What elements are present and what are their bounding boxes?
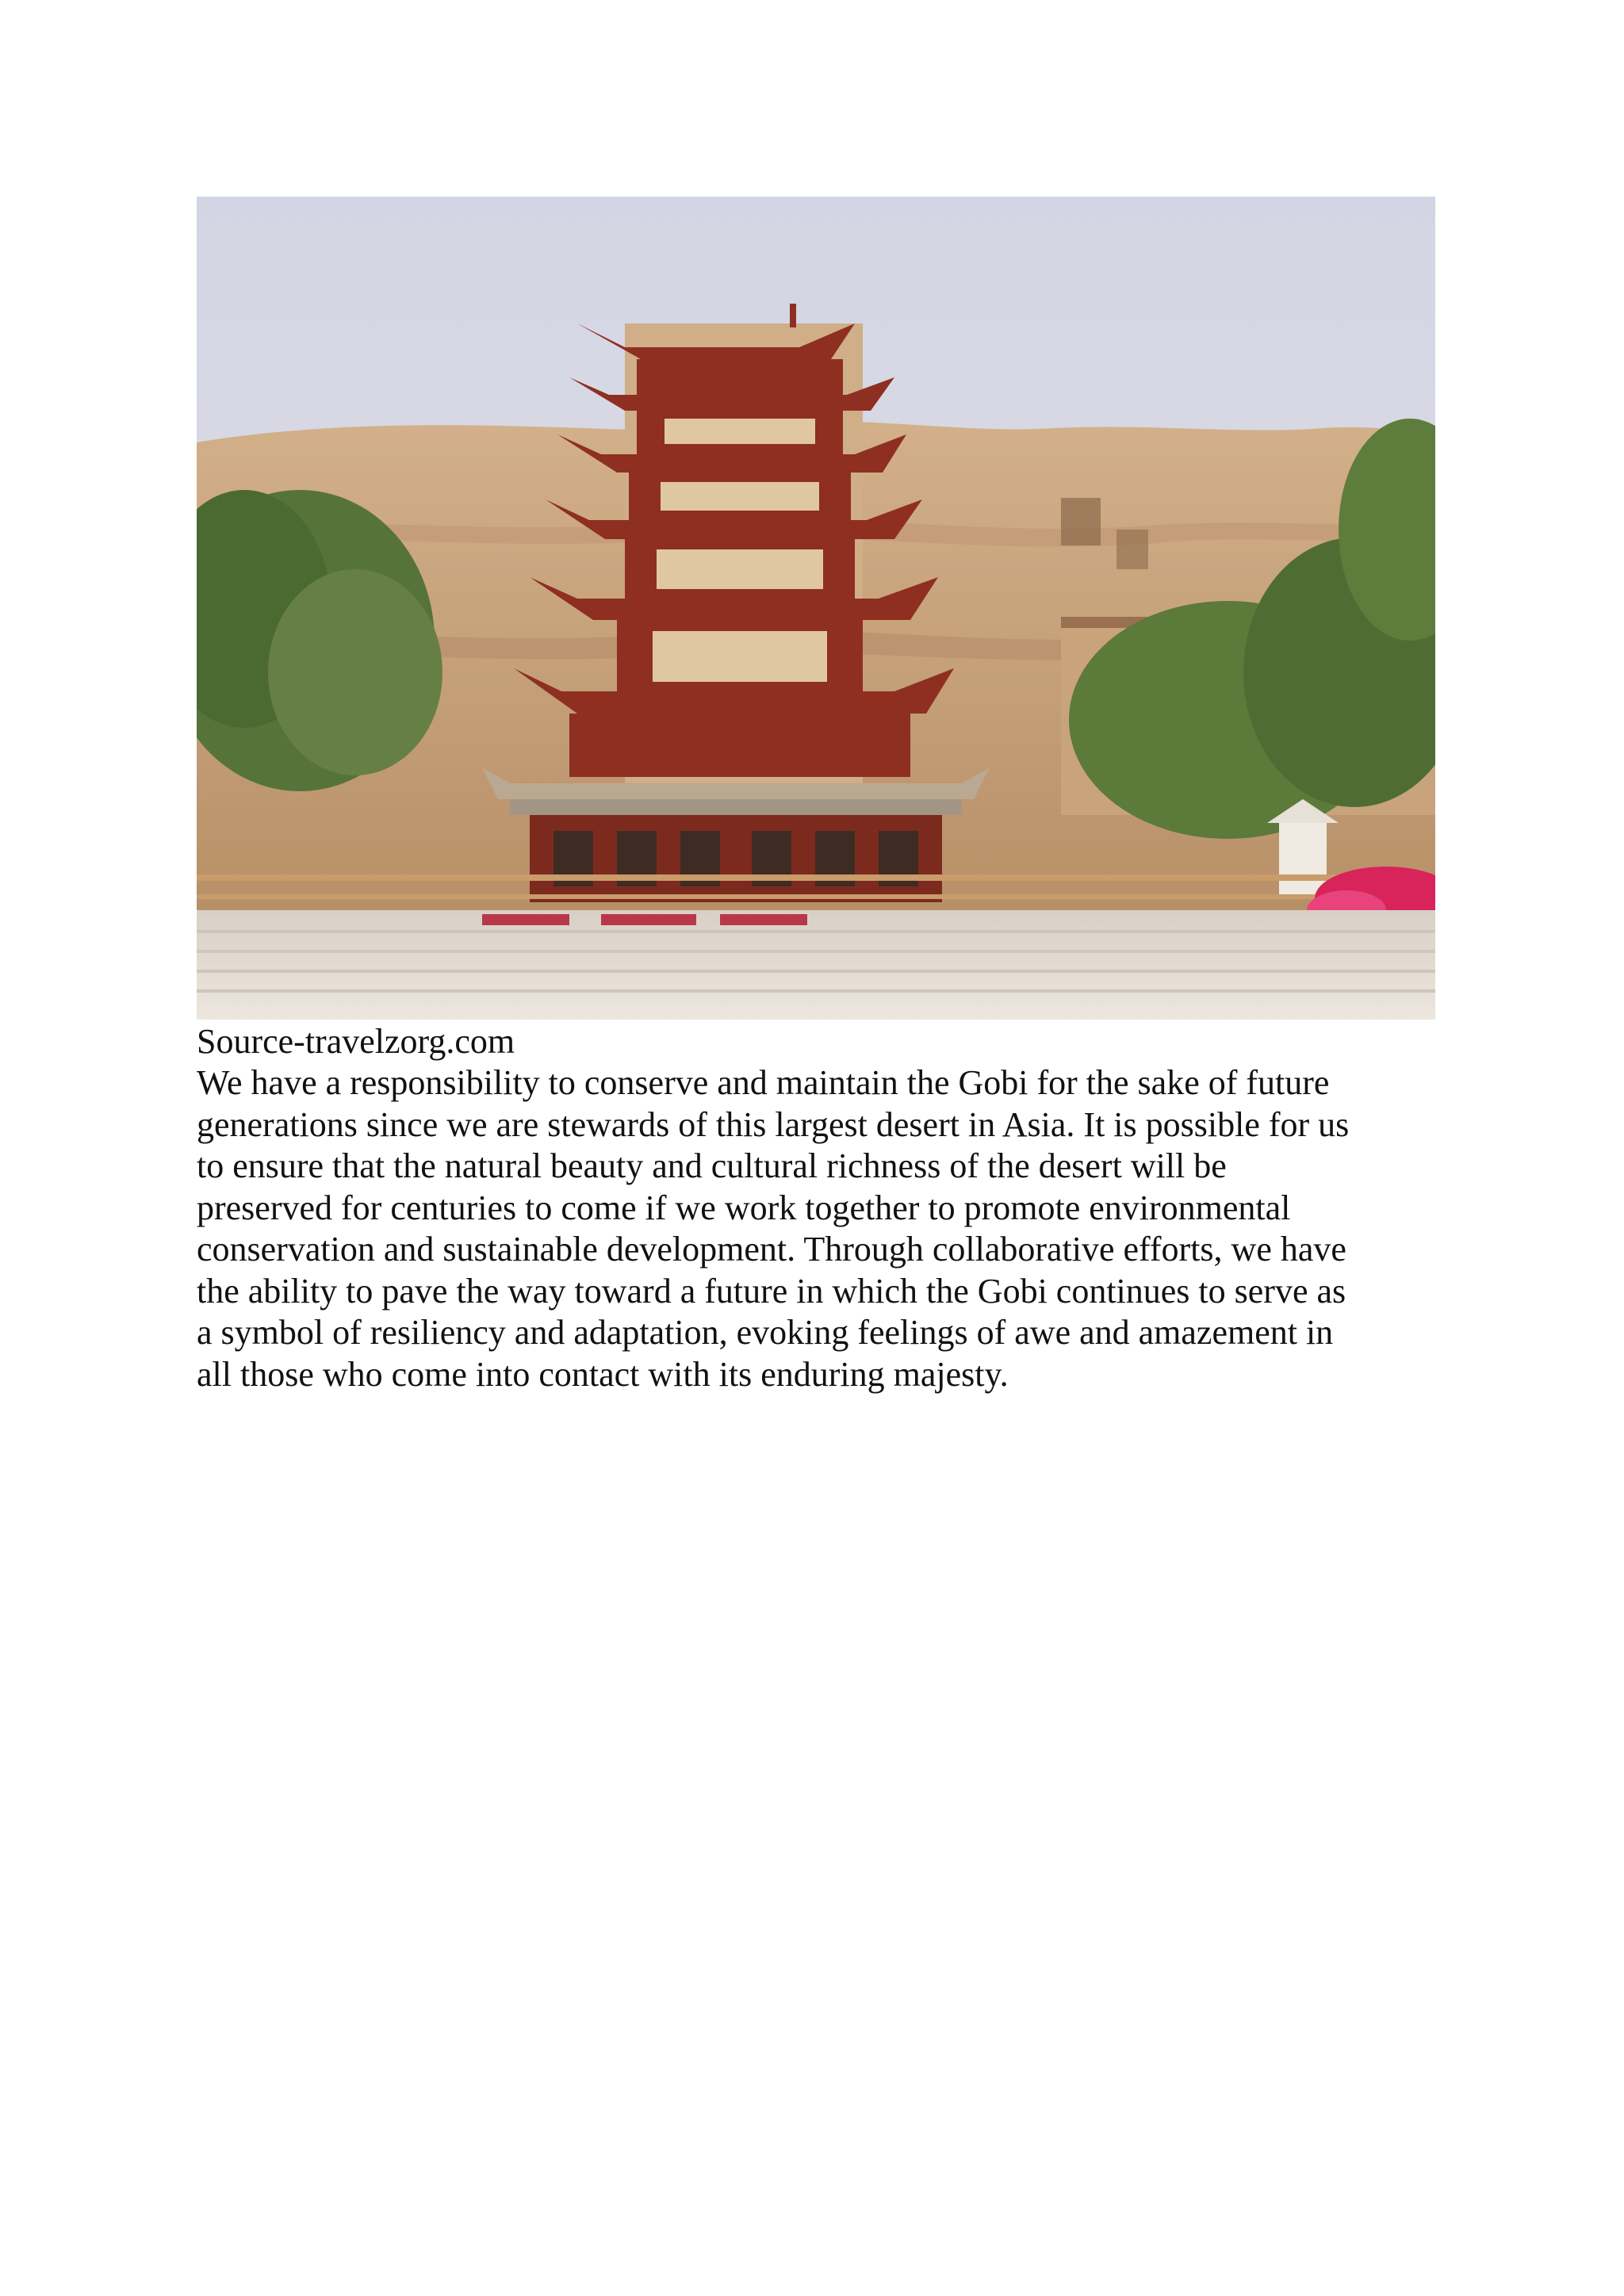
image-source-caption: Source-travelzorg.com	[197, 1022, 515, 1061]
paragraph-line: conservation and sustainable development. Through collaborative efforts, we have	[197, 1230, 1346, 1269]
paragraph-line: a symbol of resiliency and adaptation, evoking feelings of awe and amazement in	[197, 1313, 1334, 1352]
paragraph-line: generations since we are stewards of this largest desert in Asia. It is possible for us	[197, 1104, 1350, 1144]
pagoda-photo-icon	[197, 197, 1435, 1020]
paragraph-line: all those who come into contact with its enduring majesty.	[197, 1354, 1009, 1394]
paragraph-line: preserved for centuries to come if we work together to promote environmental	[197, 1188, 1291, 1227]
paragraph-line: We have a responsibility to conserve and maintain the Gobi for the sake of future	[197, 1063, 1330, 1102]
body-paragraph	[197, 1062, 1450, 1395]
pagoda-photo	[197, 197, 1435, 1020]
paragraph-line: to ensure that the natural beauty and cultural richness of the desert will be	[197, 1146, 1227, 1185]
paragraph-line: the ability to pave the way toward a future in which the Gobi continues to serve as	[197, 1271, 1346, 1311]
